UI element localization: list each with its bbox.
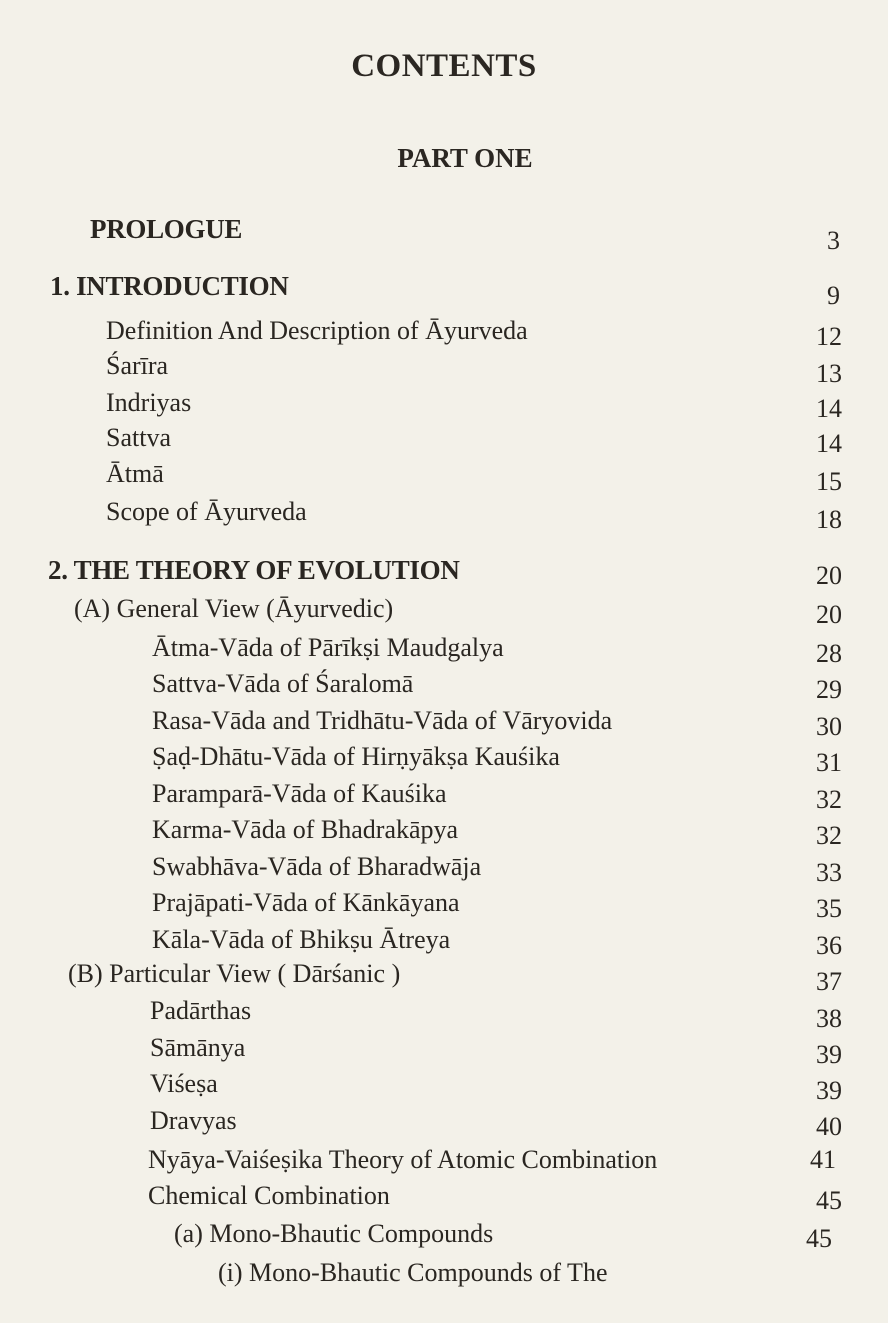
toc-entry-label: Rasa-Vāda and Tridhātu-Vāda of Vāryovida (152, 706, 613, 735)
toc-entry (0, 742, 888, 782)
toc-entry-page: 39 (816, 1076, 842, 1105)
toc-entry (0, 555, 888, 595)
toc-entry-page: 36 (816, 931, 842, 960)
toc-entry-page: 32 (816, 821, 842, 850)
toc-entry-page: 9 (827, 281, 840, 310)
toc-entry (0, 1033, 888, 1073)
toc-entry-page: 32 (816, 785, 842, 814)
toc-entry-label: (i) Mono-Bhautic Compounds of The (218, 1258, 608, 1287)
toc-entry-label: Indriyas (106, 388, 192, 417)
toc-entry-page: 31 (816, 748, 842, 777)
toc-entry (0, 815, 888, 855)
toc-entry-page: 41 (810, 1145, 836, 1174)
toc-entry-label: (a) Mono-Bhautic Compounds (174, 1219, 494, 1248)
toc-entry-page: 33 (816, 858, 842, 887)
toc-entry-page: 12 (816, 322, 842, 351)
toc-entry-page: 18 (816, 505, 842, 534)
toc-entry-label: Padārthas (150, 996, 252, 1025)
toc-entry (0, 996, 888, 1036)
toc-entry (0, 1069, 888, 1109)
toc-entry-label: Viśeṣa (150, 1069, 218, 1098)
toc-entry-page: 45 (806, 1224, 832, 1253)
toc-entry-label: (B) Particular View ( Dārśanic ) (68, 959, 401, 988)
toc-entry-label: Ṣaḍ-Dhātu-Vāda of Hirṇyākṣa Kauśika (152, 742, 560, 771)
toc-entry (0, 497, 888, 537)
toc-entry-page: 15 (816, 467, 842, 496)
toc-entry-label: Kāla-Vāda of Bhikṣu Ātreya (152, 925, 451, 954)
toc-entry-label: Definition And Description of Āyurveda (106, 316, 528, 345)
toc-entry (0, 1258, 888, 1298)
toc-entry (0, 669, 888, 709)
toc-entry-label: Ātmā (106, 459, 164, 488)
toc-entry (0, 888, 888, 928)
toc-entry-label: PROLOGUE (90, 214, 243, 244)
toc-entry-label: Prajāpati-Vāda of Kānkāyana (152, 888, 460, 917)
toc-entry-page: 13 (816, 359, 842, 388)
toc-entry (0, 706, 888, 746)
toc-entry (0, 351, 888, 391)
toc-entry-label: Swabhāva-Vāda of Bharadwāja (152, 852, 482, 881)
toc-entry (0, 271, 888, 311)
toc-entry-label: Sattva-Vāda of Śaralomā (152, 669, 414, 698)
toc-entry-label: Chemical Combination (148, 1181, 390, 1210)
toc-entry (0, 633, 888, 673)
toc-entry-page: 29 (816, 675, 842, 704)
toc-entry-label: 2. THE THEORY OF EVOLUTION (48, 555, 460, 585)
toc-entry-label: Ātma-Vāda of Pārīkṣi Maudgalya (152, 633, 504, 662)
toc-entry-page: 14 (816, 394, 842, 423)
toc-entry-page: 45 (816, 1186, 842, 1215)
toc-entry-label: Scope of Āyurveda (106, 497, 307, 526)
toc-entry (0, 1106, 888, 1146)
toc-entry-page: 30 (816, 712, 842, 741)
toc-entry-page: 20 (816, 600, 842, 629)
toc-entry (0, 959, 888, 999)
toc-entry-label: Nyāya-Vaiśeṣika Theory of Atomic Combination (148, 1145, 658, 1174)
toc-entry-page: 20 (816, 561, 842, 590)
toc-entry (0, 852, 888, 892)
toc-entry-label: (A) General View (Āyurvedic) (74, 594, 394, 623)
toc-entry-label: Dravyas (150, 1106, 237, 1135)
toc-entry-label: Śarīra (106, 351, 169, 380)
toc-entry (0, 779, 888, 819)
toc-entry (0, 594, 888, 634)
toc-entry (0, 316, 888, 356)
toc-entry-label: 1. INTRODUCTION (50, 271, 289, 301)
toc-entry (0, 1181, 888, 1221)
toc-entry (0, 459, 888, 499)
toc-entry (0, 214, 888, 254)
part-title: PART ONE (397, 143, 533, 173)
toc-entry (0, 423, 888, 463)
toc-entry-page: 37 (816, 967, 842, 996)
toc-entry-page: 14 (816, 429, 842, 458)
toc-entry-page: 28 (816, 639, 842, 668)
toc-entry-label: Paramparā-Vāda of Kauśika (152, 779, 447, 808)
toc-entry (0, 1145, 888, 1185)
toc-entry-page: 38 (816, 1004, 842, 1033)
toc-entry-page: 40 (816, 1112, 842, 1141)
toc-entry-page: 3 (827, 226, 840, 255)
contents-title: CONTENTS (351, 48, 537, 84)
toc-entry-label: Karma-Vāda of Bhadrakāpya (152, 815, 459, 844)
toc-entry-label: Sattva (106, 423, 171, 452)
toc-entry-label: Sāmānya (150, 1033, 246, 1062)
toc-entry-page: 39 (816, 1040, 842, 1069)
toc-entry (0, 388, 888, 428)
toc-entry-page: 35 (816, 894, 842, 923)
toc-entry (0, 1219, 888, 1259)
